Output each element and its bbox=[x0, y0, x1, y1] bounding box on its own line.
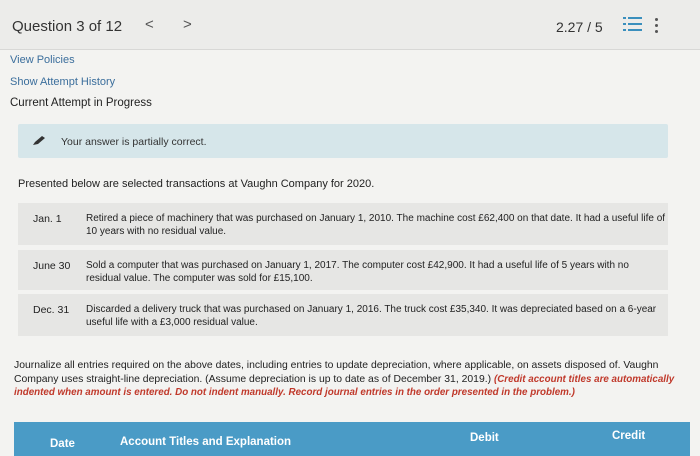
credit-column-header: Credit bbox=[612, 430, 646, 442]
question-counter: Question 3 of 12 bbox=[12, 18, 123, 35]
transaction-date: June 30 bbox=[33, 260, 71, 272]
problem-intro: Presented below are selected transactions at Vaughn Company for 2020. bbox=[18, 178, 375, 190]
view-policies-link[interactable]: View Policies bbox=[10, 54, 75, 66]
top-bar bbox=[0, 0, 700, 50]
transaction-row bbox=[18, 203, 668, 245]
list-icon[interactable] bbox=[624, 17, 642, 33]
transaction-description: Discarded a delivery truck that was purchased on January 1, 2016. The truck cost £35,340. It was depreciated based on a 6-year useful life with a £3,000 residual value. bbox=[86, 304, 657, 328]
feedback-banner bbox=[18, 124, 668, 158]
instructions-text: Journalize all entries required on the above dates, including entries to update depreciation, where applicable, on assets disposed of. Vaughn Company uses straight-line depreciation. (Assume depreciation is up to date as of December 31, 2019.) bbox=[14, 360, 659, 385]
transaction-date: Dec. 31 bbox=[33, 304, 70, 316]
previous-question-button[interactable]: < bbox=[145, 16, 154, 33]
show-attempt-history-link[interactable]: Show Attempt History bbox=[10, 76, 116, 88]
transaction-row bbox=[18, 250, 668, 290]
feedback-text: Your answer is partially correct. bbox=[61, 136, 207, 148]
transaction-date: Jan. 1 bbox=[33, 213, 62, 225]
transaction-description: Retired a piece of machinery that was purchased on January 1, 2010. The machine cost £62,400 on that date. It had a useful life of 10 years with no residual value. bbox=[86, 213, 666, 237]
score-display: 2.27 / 5 bbox=[556, 19, 603, 35]
journal-table-header bbox=[14, 422, 690, 456]
next-question-button[interactable]: > bbox=[183, 16, 192, 33]
pencil-icon bbox=[32, 136, 46, 146]
transaction-description: Sold a computer that was purchased on January 1, 2017. The computer cost £42,900. It had a useful life of 5 years with no residual value. The computer was sold for £15,100. bbox=[86, 260, 629, 284]
debit-column-header: Debit bbox=[470, 432, 499, 444]
date-column-header: Date bbox=[50, 438, 75, 450]
account-column-header: Account Titles and Explanation bbox=[120, 436, 292, 448]
instructions bbox=[14, 359, 684, 400]
transaction-row bbox=[18, 294, 668, 336]
more-vertical-icon[interactable] bbox=[655, 18, 661, 34]
current-attempt-label: Current Attempt in Progress bbox=[10, 97, 152, 109]
instructions-note: (Credit account titles are automatically indented when amount is entered. Do not indent manually. Record journal entries in the order presented in the problem.) bbox=[14, 373, 675, 398]
